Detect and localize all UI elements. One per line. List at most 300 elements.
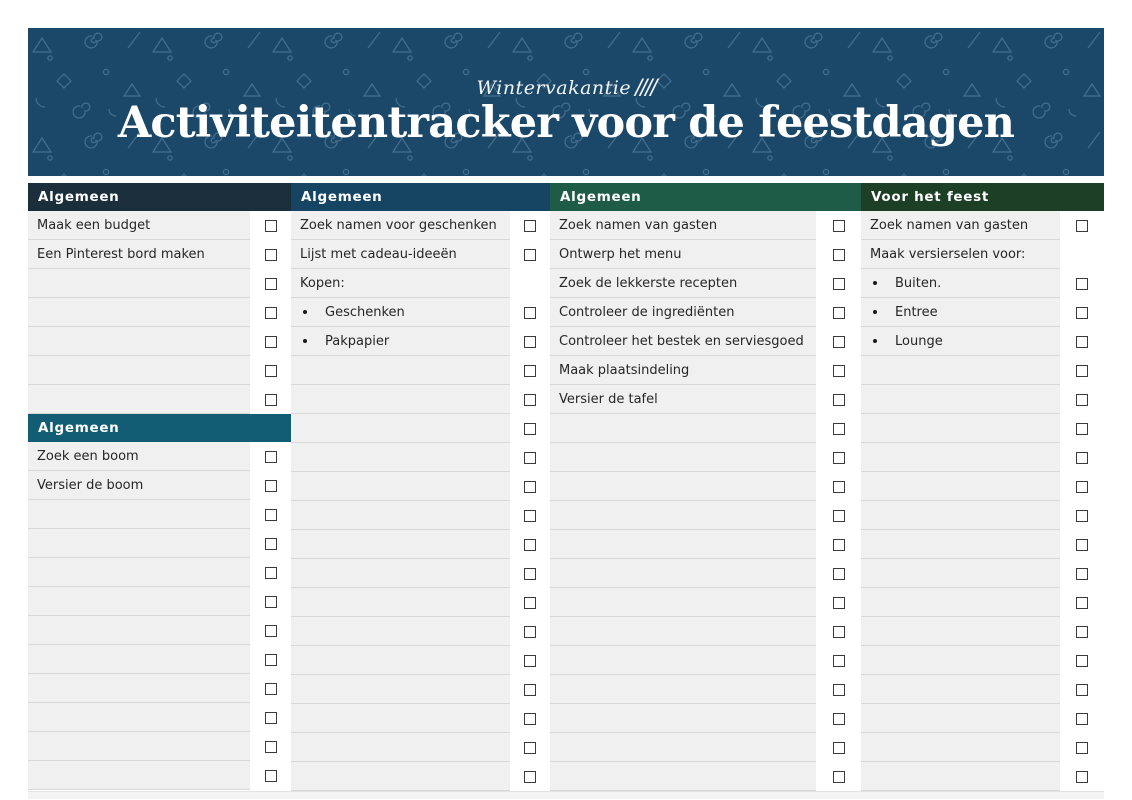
checkbox-icon[interactable] (524, 742, 536, 754)
checkbox-icon[interactable] (833, 336, 845, 348)
task-label-cell[interactable] (28, 616, 250, 645)
task-label-cell[interactable] (550, 356, 816, 385)
task-label-cell[interactable] (861, 530, 1060, 559)
task-label-cell[interactable] (550, 704, 816, 733)
checkbox-icon[interactable] (833, 278, 845, 290)
banner-text-block (28, 28, 1104, 176)
checkbox-cell[interactable] (1060, 443, 1104, 472)
checkbox-icon[interactable] (265, 567, 277, 579)
checkbox-cell[interactable] (1060, 733, 1104, 762)
task-label-cell[interactable] (291, 617, 510, 646)
checkbox-icon[interactable] (833, 220, 845, 232)
checkbox-icon[interactable] (524, 394, 536, 406)
task-label-cell[interactable] (28, 558, 250, 587)
checkbox-cell[interactable] (1060, 327, 1104, 356)
checkbox-cell[interactable] (816, 588, 861, 617)
task-label-cell[interactable] (550, 240, 816, 269)
checkbox-icon[interactable] (833, 626, 845, 638)
checkbox-cell[interactable] (250, 703, 291, 732)
checkbox-icon[interactable] (833, 249, 845, 261)
checkbox-icon[interactable] (265, 683, 277, 695)
checkbox-icon[interactable] (265, 625, 277, 637)
table-row (861, 211, 1104, 240)
checkbox-icon[interactable] (524, 423, 536, 435)
tracker-board (28, 183, 1104, 791)
checkbox-icon[interactable] (265, 220, 277, 232)
checkbox-icon[interactable] (1076, 423, 1088, 435)
task-label-cell[interactable] (861, 617, 1060, 646)
checkbox-icon[interactable] (265, 249, 277, 261)
task-label-cell[interactable] (28, 674, 250, 703)
task-label-text: Versier de tafel (559, 391, 658, 407)
checkbox-icon[interactable] (265, 394, 277, 406)
checkbox-cell[interactable] (816, 298, 861, 327)
checkbox-icon[interactable] (1076, 307, 1088, 319)
task-label-cell[interactable] (28, 442, 250, 471)
task-label-cell[interactable] (861, 327, 1060, 356)
checkbox-icon[interactable] (524, 713, 536, 725)
task-label-cell[interactable] (550, 327, 816, 356)
checkbox-cell[interactable] (250, 211, 291, 240)
checkbox-icon[interactable] (524, 597, 536, 609)
task-label-cell[interactable] (28, 732, 250, 761)
checkbox-icon[interactable] (265, 365, 277, 377)
checkbox-cell[interactable] (510, 356, 550, 385)
table-row (550, 298, 861, 327)
task-label-cell[interactable] (291, 530, 510, 559)
checkbox-cell[interactable] (816, 472, 861, 501)
task-label-cell[interactable] (28, 269, 250, 298)
checkbox-icon[interactable] (833, 365, 845, 377)
table-row (28, 442, 291, 471)
checkbox-cell[interactable] (510, 704, 550, 733)
board-bottom-edge (28, 791, 1104, 799)
task-label-cell[interactable] (861, 385, 1060, 414)
task-label-cell[interactable] (861, 443, 1060, 472)
checkbox-cell[interactable] (510, 617, 550, 646)
task-label-cell[interactable] (291, 443, 510, 472)
table-row (28, 529, 291, 558)
checkbox-cell[interactable] (250, 240, 291, 269)
task-label-cell[interactable] (550, 588, 816, 617)
checkbox-icon[interactable] (833, 597, 845, 609)
task-label-cell[interactable] (550, 414, 816, 443)
checkbox-icon[interactable] (1076, 742, 1088, 754)
task-label-cell[interactable] (28, 211, 250, 240)
table-row (291, 443, 550, 472)
task-label-cell[interactable] (861, 646, 1060, 675)
task-label-cell[interactable] (28, 356, 250, 385)
task-label-cell[interactable] (28, 761, 250, 790)
column-4 (861, 183, 1104, 791)
task-label-cell[interactable] (861, 298, 1060, 327)
checkbox-cell[interactable] (816, 704, 861, 733)
checkbox-icon[interactable] (524, 655, 536, 667)
table-row (291, 356, 550, 385)
checkbox-cell[interactable] (250, 442, 291, 471)
task-label-text: Controleer de ingrediënten (559, 304, 735, 320)
checkbox-icon[interactable] (833, 568, 845, 580)
task-label-cell[interactable] (291, 356, 510, 385)
banner-flourish-icon: //// (635, 75, 656, 100)
checkbox-cell[interactable] (250, 616, 291, 645)
table-row (291, 675, 550, 704)
checkbox-cell[interactable] (250, 558, 291, 587)
checkbox-cell[interactable] (510, 501, 550, 530)
checkbox-cell[interactable] (816, 240, 861, 269)
task-label-cell[interactable] (291, 501, 510, 530)
task-label-cell[interactable] (550, 269, 816, 298)
task-label-cell[interactable] (28, 298, 250, 327)
checkbox-icon[interactable] (265, 596, 277, 608)
task-label-cell[interactable] (861, 762, 1060, 791)
task-label-text: Lounge (895, 333, 943, 349)
task-label-cell[interactable] (550, 298, 816, 327)
table-row (291, 414, 550, 443)
checkbox-icon[interactable] (833, 481, 845, 493)
task-label-cell[interactable] (550, 762, 816, 791)
checkbox-cell[interactable] (816, 559, 861, 588)
checkbox-icon[interactable] (1076, 626, 1088, 638)
checkbox-icon[interactable] (1076, 510, 1088, 522)
task-label-cell[interactable] (550, 675, 816, 704)
checkbox-icon[interactable] (1076, 220, 1088, 232)
checkbox-icon[interactable] (1076, 597, 1088, 609)
checkbox-cell[interactable] (510, 327, 550, 356)
task-label-cell[interactable] (550, 733, 816, 762)
checkbox-icon[interactable] (1076, 336, 1088, 348)
task-label-cell[interactable] (291, 327, 510, 356)
checkbox-cell[interactable] (1060, 704, 1104, 733)
column-2 (291, 183, 550, 791)
checkbox-cell (1060, 240, 1104, 269)
checkbox-cell[interactable] (1060, 501, 1104, 530)
task-label-cell[interactable] (861, 588, 1060, 617)
task-label-cell[interactable] (550, 646, 816, 675)
table-row (28, 298, 291, 327)
bullet-icon (873, 339, 877, 343)
checkbox-cell[interactable] (250, 471, 291, 500)
checkbox-cell[interactable] (250, 385, 291, 414)
checkbox-cell[interactable] (816, 385, 861, 414)
task-label-cell[interactable] (861, 559, 1060, 588)
task-label-cell[interactable] (861, 704, 1060, 733)
checkbox-icon[interactable] (1076, 278, 1088, 290)
checkbox-cell[interactable] (1060, 530, 1104, 559)
checkbox-icon[interactable] (1076, 365, 1088, 377)
task-label-cell[interactable] (291, 762, 510, 791)
table-row (291, 240, 550, 269)
task-label-cell[interactable] (28, 385, 250, 414)
task-label-cell[interactable] (550, 617, 816, 646)
checkbox-icon[interactable] (265, 336, 277, 348)
task-label-cell[interactable] (291, 588, 510, 617)
checkbox-cell[interactable] (816, 501, 861, 530)
task-label-cell[interactable] (861, 414, 1060, 443)
task-label-cell[interactable] (28, 529, 250, 558)
task-label-cell[interactable] (550, 443, 816, 472)
table-row (861, 617, 1104, 646)
checkbox-cell[interactable] (250, 674, 291, 703)
checkbox-icon[interactable] (1076, 568, 1088, 580)
table-row (861, 501, 1104, 530)
checkbox-cell[interactable] (816, 762, 861, 791)
checkbox-icon[interactable] (524, 307, 536, 319)
task-label-cell[interactable] (861, 240, 1060, 269)
task-label-text: Maak een budget (37, 217, 151, 233)
checkbox-cell[interactable] (816, 269, 861, 298)
checkbox-cell[interactable] (1060, 472, 1104, 501)
checkbox-cell[interactable] (510, 298, 550, 327)
table-row (861, 385, 1104, 414)
checkbox-cell[interactable] (510, 385, 550, 414)
checkbox-cell[interactable] (1060, 675, 1104, 704)
task-label-text: Maak plaatsindeling (559, 362, 690, 378)
bullet-icon (873, 281, 877, 285)
checkbox-cell[interactable] (816, 443, 861, 472)
checkbox-icon[interactable] (1076, 655, 1088, 667)
checkbox-icon[interactable] (1076, 481, 1088, 493)
table-row (550, 733, 861, 762)
checkbox-icon[interactable] (833, 423, 845, 435)
checkbox-icon[interactable] (265, 712, 277, 724)
task-label-cell[interactable] (550, 530, 816, 559)
task-label-cell[interactable] (291, 298, 510, 327)
checkbox-cell[interactable] (510, 733, 550, 762)
table-row (550, 240, 861, 269)
checkbox-cell[interactable] (1060, 617, 1104, 646)
table-row (861, 356, 1104, 385)
checkbox-icon[interactable] (524, 365, 536, 377)
checkbox-icon[interactable] (833, 394, 845, 406)
task-label-cell[interactable] (291, 240, 510, 269)
checkbox-cell[interactable] (1060, 559, 1104, 588)
checkbox-cell[interactable] (250, 298, 291, 327)
checkbox-icon[interactable] (265, 741, 277, 753)
task-label-cell[interactable] (28, 587, 250, 616)
checkbox-icon[interactable] (524, 510, 536, 522)
task-label-text: Ontwerp het menu (559, 246, 682, 262)
table-row (861, 588, 1104, 617)
checkbox-cell[interactable] (250, 587, 291, 616)
table-row (291, 588, 550, 617)
checkbox-cell[interactable] (250, 645, 291, 674)
checkbox-icon[interactable] (833, 452, 845, 464)
section-rows (28, 442, 291, 790)
task-label-cell[interactable] (550, 385, 816, 414)
checkbox-icon[interactable] (833, 307, 845, 319)
checkbox-icon[interactable] (1076, 713, 1088, 725)
checkbox-icon[interactable] (833, 684, 845, 696)
table-row (28, 385, 291, 414)
checkbox-icon[interactable] (1076, 539, 1088, 551)
checkbox-icon[interactable] (1076, 394, 1088, 406)
task-label-cell[interactable] (28, 240, 250, 269)
checkbox-cell[interactable] (816, 327, 861, 356)
checkbox-icon[interactable] (833, 539, 845, 551)
task-label-text: Een Pinterest bord maken (37, 246, 205, 262)
checkbox-cell[interactable] (510, 211, 550, 240)
checkbox-icon[interactable] (265, 509, 277, 521)
checkbox-icon[interactable] (833, 655, 845, 667)
checkbox-icon[interactable] (265, 538, 277, 550)
checkbox-cell[interactable] (510, 443, 550, 472)
column-1 (28, 183, 291, 790)
task-label-cell[interactable] (550, 211, 816, 240)
checkbox-cell[interactable] (1060, 385, 1104, 414)
checkbox-icon[interactable] (265, 654, 277, 666)
checkbox-icon[interactable] (265, 480, 277, 492)
checkbox-icon[interactable] (265, 307, 277, 319)
checkbox-cell[interactable] (250, 356, 291, 385)
task-label-cell[interactable] (550, 559, 816, 588)
checkbox-icon[interactable] (524, 481, 536, 493)
checkbox-cell[interactable] (816, 617, 861, 646)
table-row (861, 704, 1104, 733)
checkbox-icon[interactable] (524, 336, 536, 348)
table-row (291, 472, 550, 501)
checkbox-cell[interactable] (510, 646, 550, 675)
table-row (861, 646, 1104, 675)
task-label-text: Controleer het bestek en serviesgoed (559, 333, 804, 349)
checkbox-icon[interactable] (833, 510, 845, 522)
checkbox-cell[interactable] (1060, 356, 1104, 385)
task-label-cell[interactable] (291, 646, 510, 675)
task-label-cell[interactable] (861, 733, 1060, 762)
checkbox-icon[interactable] (833, 742, 845, 754)
task-label-cell[interactable] (550, 501, 816, 530)
task-label-cell[interactable] (291, 269, 510, 298)
checkbox-icon[interactable] (524, 220, 536, 232)
checkbox-icon[interactable] (524, 249, 536, 261)
table-row (291, 501, 550, 530)
table-row (291, 559, 550, 588)
task-label-cell[interactable] (861, 472, 1060, 501)
task-label-cell[interactable] (291, 472, 510, 501)
table-row (861, 675, 1104, 704)
checkbox-cell[interactable] (1060, 269, 1104, 298)
task-label-cell[interactable] (550, 472, 816, 501)
checkbox-cell[interactable] (816, 646, 861, 675)
checkbox-cell[interactable] (816, 675, 861, 704)
section-rows (861, 211, 1104, 791)
task-label-cell[interactable] (28, 471, 250, 500)
task-label-cell[interactable] (861, 269, 1060, 298)
checkbox-cell[interactable] (1060, 646, 1104, 675)
table-row (28, 703, 291, 732)
table-row (861, 472, 1104, 501)
task-label-text: Versier de boom (37, 477, 144, 493)
task-label-cell[interactable] (861, 356, 1060, 385)
table-row (291, 704, 550, 733)
checkbox-icon[interactable] (1076, 452, 1088, 464)
checkbox-cell[interactable] (250, 732, 291, 761)
checkbox-icon[interactable] (265, 451, 277, 463)
task-label-cell[interactable] (291, 733, 510, 762)
table-row (291, 385, 550, 414)
task-label-cell[interactable] (291, 385, 510, 414)
checkbox-cell[interactable] (816, 414, 861, 443)
table-row (550, 704, 861, 733)
checkbox-cell[interactable] (816, 530, 861, 559)
checkbox-cell[interactable] (510, 675, 550, 704)
checkbox-cell[interactable] (510, 559, 550, 588)
table-row (550, 646, 861, 675)
checkbox-cell[interactable] (510, 762, 550, 791)
table-row (861, 269, 1104, 298)
table-row (291, 762, 550, 791)
column-3 (550, 183, 861, 791)
checkbox-cell[interactable] (816, 211, 861, 240)
task-label-text: Lijst met cadeau-ideeën (300, 246, 457, 262)
table-row (861, 559, 1104, 588)
checkbox-cell[interactable] (510, 472, 550, 501)
checkbox-icon[interactable] (524, 626, 536, 638)
task-label-cell[interactable] (861, 501, 1060, 530)
checkbox-cell[interactable] (816, 733, 861, 762)
checkbox-cell[interactable] (510, 530, 550, 559)
checkbox-icon[interactable] (524, 539, 536, 551)
checkbox-icon[interactable] (524, 684, 536, 696)
task-label-cell[interactable] (861, 211, 1060, 240)
header-banner (28, 28, 1104, 176)
table-row (28, 558, 291, 587)
task-label-cell[interactable] (28, 645, 250, 674)
table-row (550, 443, 861, 472)
checkbox-cell[interactable] (250, 269, 291, 298)
page-title: Activiteitentracker voor de feestdagen (117, 98, 1015, 149)
checkbox-cell[interactable] (510, 414, 550, 443)
checkbox-icon[interactable] (1076, 684, 1088, 696)
checkbox-cell[interactable] (250, 529, 291, 558)
task-label-cell[interactable] (291, 704, 510, 733)
task-label-cell[interactable] (291, 559, 510, 588)
checkbox-icon[interactable] (1076, 771, 1088, 783)
table-row (28, 645, 291, 674)
checkbox-icon[interactable] (524, 771, 536, 783)
checkbox-cell[interactable] (816, 356, 861, 385)
checkbox-cell[interactable] (250, 327, 291, 356)
task-label-cell[interactable] (291, 675, 510, 704)
checkbox-icon[interactable] (833, 713, 845, 725)
checkbox-cell[interactable] (1060, 414, 1104, 443)
checkbox-icon[interactable] (833, 771, 845, 783)
checkbox-icon[interactable] (524, 568, 536, 580)
checkbox-cell[interactable] (510, 588, 550, 617)
checkbox-icon[interactable] (265, 278, 277, 290)
task-label-text: Entree (895, 304, 938, 320)
checkbox-cell[interactable] (1060, 211, 1104, 240)
checkbox-cell[interactable] (1060, 588, 1104, 617)
checkbox-cell[interactable] (250, 761, 291, 790)
task-label-cell[interactable] (291, 211, 510, 240)
task-label-cell[interactable] (861, 675, 1060, 704)
checkbox-icon[interactable] (265, 770, 277, 782)
checkbox-cell[interactable] (1060, 298, 1104, 327)
task-label-cell[interactable] (28, 703, 250, 732)
task-label-cell[interactable] (28, 500, 250, 529)
checkbox-cell[interactable] (1060, 762, 1104, 791)
section-rows (291, 211, 550, 791)
table-row (550, 762, 861, 791)
checkbox-cell[interactable] (510, 240, 550, 269)
task-label-cell[interactable] (291, 414, 510, 443)
task-label-cell[interactable] (28, 327, 250, 356)
checkbox-icon[interactable] (524, 452, 536, 464)
table-row (291, 733, 550, 762)
checkbox-cell[interactable] (250, 500, 291, 529)
task-label-text: Zoek de lekkerste recepten (559, 275, 738, 291)
